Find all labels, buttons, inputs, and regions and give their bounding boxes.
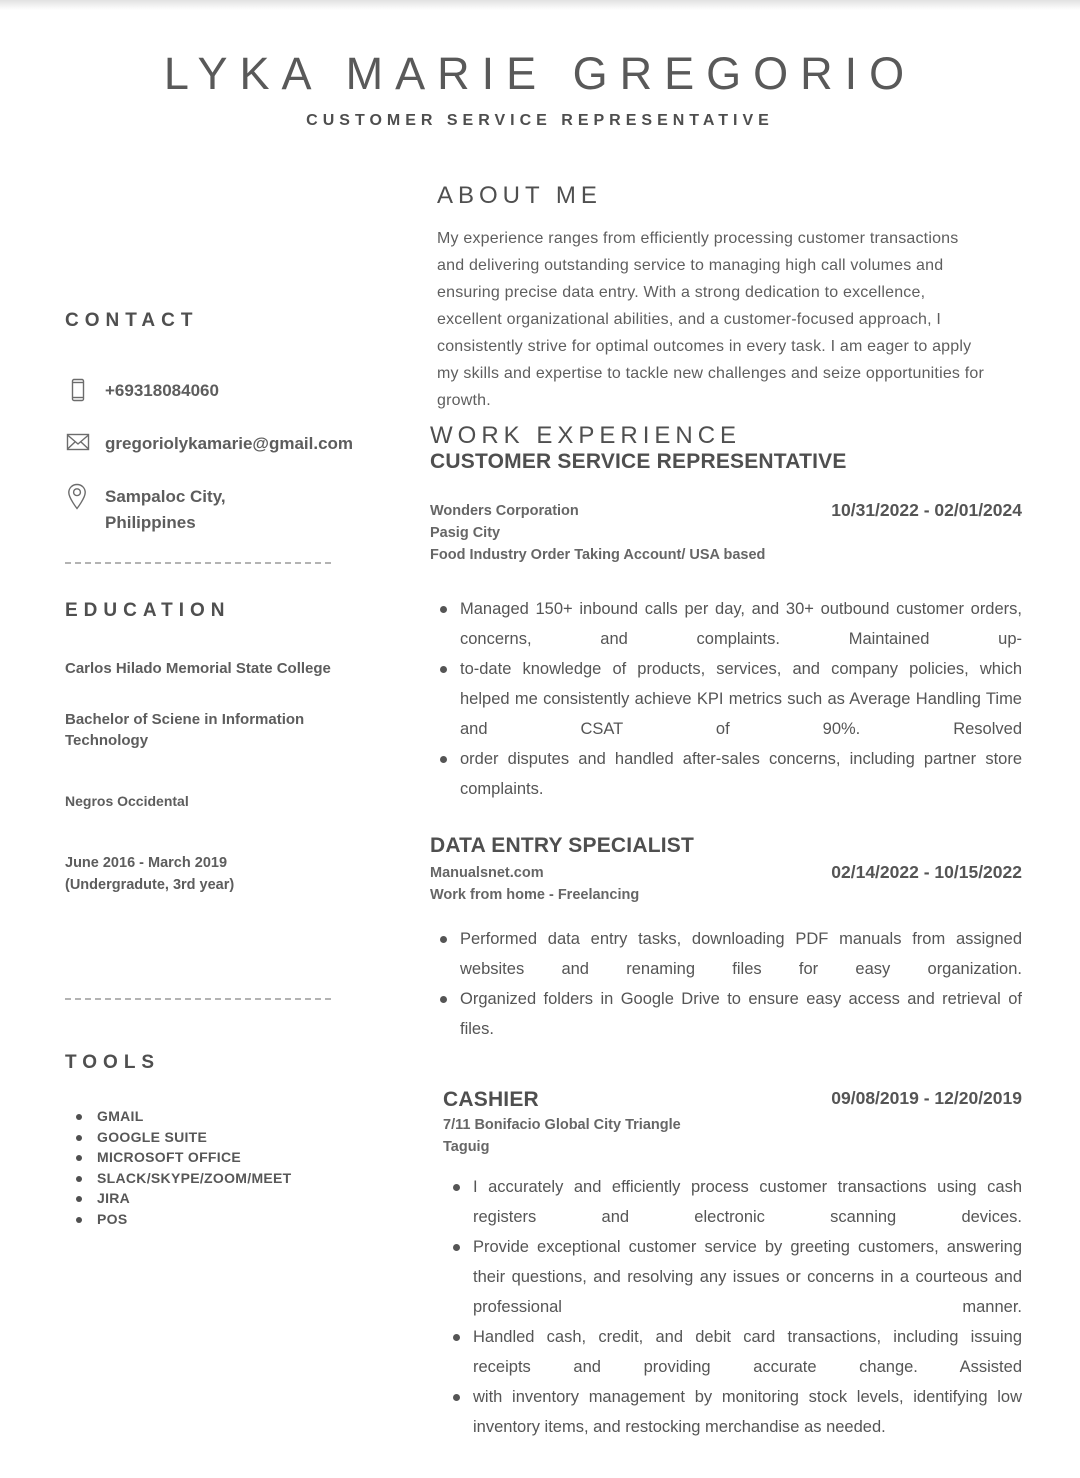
contact-location-row <box>65 484 395 536</box>
job-bullet: Managed 150+ inbound calls per day, and 30+ outbound customer orders, concerns, and complaints. Maintained up- <box>430 594 1022 654</box>
tool-item: JIRA <box>65 1188 365 1209</box>
job-bullet: Organized folders in Google Drive to ensure easy access and retrieval of files. <box>430 984 1022 1044</box>
location-pin-icon <box>65 483 91 511</box>
location-line-1: Sampaloc City, <box>105 487 226 506</box>
job-header <box>443 1088 1022 1112</box>
job-bullet: with inventory management by monitoring stock levels, identifying low inventory items, and restocking merchandise as needed. <box>443 1382 1022 1442</box>
job-company: Manualsnet.com <box>430 865 544 881</box>
job-dates: 02/14/2022 - 10/15/2022 <box>831 862 1022 882</box>
tool-item: SLACK/SKYPE/ZOOM/MEET <box>65 1168 365 1189</box>
job-company-block <box>443 1114 788 1158</box>
job-entry <box>430 834 1022 1044</box>
job-company-block <box>430 500 772 566</box>
job-entry <box>443 1088 1022 1442</box>
contact-phone-row <box>65 378 395 404</box>
email-icon <box>65 430 91 454</box>
job-location: Taguig <box>443 1139 490 1155</box>
tool-item: POS <box>65 1209 365 1230</box>
job-bullet: I accurately and efficiently process customer transactions using cash registers and electronic scanning devices. <box>443 1172 1022 1232</box>
job-detail: Food Industry Order Taking Account/ USA based <box>430 547 766 563</box>
location-text <box>105 484 226 536</box>
phone-icon <box>65 377 91 403</box>
contact-section <box>65 310 395 536</box>
tool-item: GMAIL <box>65 1106 365 1127</box>
dashed-divider <box>65 562 331 564</box>
contact-email-row <box>65 431 395 457</box>
scan-edge-shadow <box>0 0 1080 10</box>
dashed-divider <box>65 998 331 1000</box>
person-name: LYKA MARIE GREGORIO <box>163 48 917 99</box>
about-heading: ABOUT ME <box>437 182 602 209</box>
work-experience-section <box>430 422 1022 1442</box>
job-bullet: to-date knowledge of products, services, and company policies, which helped me consistently achieve KPI metrics such as Average Handling Time and CSAT of 90%. Resolved <box>430 654 1022 744</box>
job-title: CASHIER <box>443 1088 539 1111</box>
job-header <box>430 862 1022 906</box>
job-dates: 09/08/2019 - 12/20/2019 <box>831 1088 1022 1108</box>
education-date-range: June 2016 - March 2019 <box>65 855 228 871</box>
education-section <box>65 600 343 896</box>
tool-item: MICROSOFT OFFICE <box>65 1147 365 1168</box>
job-title: DATA ENTRY SPECIALIST <box>430 834 694 857</box>
job-location: Pasig City <box>430 525 501 541</box>
tool-item: GOOGLE SUITE <box>65 1127 365 1148</box>
location-line-2: Philippines <box>105 513 196 532</box>
job-location: Work from home - Freelancing <box>430 887 640 903</box>
job-bullet-list <box>430 924 1022 1044</box>
job-title: CUSTOMER SERVICE REPRESENTATIVE <box>430 450 847 473</box>
tools-heading: TOOLS <box>65 1052 161 1073</box>
job-company: 7/11 Bonifacio Global City Triangle <box>443 1117 681 1133</box>
job-bullet: order disputes and handled after-sales concerns, including partner store complaints. <box>430 744 1022 804</box>
job-bullet-list <box>443 1172 1022 1442</box>
education-note: (Undergradute, 3rd year) <box>65 877 235 893</box>
job-dates: 10/31/2022 - 02/01/2024 <box>831 500 1022 520</box>
job-header <box>430 500 1022 566</box>
education-degree: Bachelor of Sciene in Information Technology <box>65 711 305 749</box>
job-bullet: Handled cash, credit, and debit card transactions, including issuing receipts and providing accurate change. Assisted <box>443 1322 1022 1382</box>
job-bullet: Performed data entry tasks, downloading PDF manuals from assigned websites and renaming files for easy organization. <box>430 924 1022 984</box>
job-bullet: Provide exceptional customer service by greeting customers, answering their questions, and resolving any issues or concerns in a courteous and professional manner. <box>443 1232 1022 1322</box>
about-section <box>437 182 989 414</box>
education-school: Carlos Hilado Memorial State College <box>65 660 331 677</box>
tools-list <box>65 1106 365 1229</box>
education-dates <box>65 852 343 896</box>
job-company-block <box>430 862 772 906</box>
email-address: gregoriolykamarie@gmail.com <box>105 434 354 453</box>
tools-section <box>65 1052 365 1229</box>
work-experience-heading: WORK EXPERIENCE <box>430 422 742 449</box>
contact-heading: CONTACT <box>65 310 199 331</box>
job-bullet-list <box>430 594 1022 804</box>
job-entry <box>430 450 1022 804</box>
job-company: Wonders Corporation <box>430 503 579 519</box>
about-text: My experience ranges from efficiently processing customer transactions and delivering outstanding service to managing high call volumes and ensuring precise data entry. With a strong dedication to excellence, excellent organizational abilities, and a customer-focused approach, I consistently strive for optimal outcomes in every task. I am eager to apply my skills and expertise to tackle new challenges and seize opportunities for growth. <box>437 230 985 409</box>
education-heading: EDUCATION <box>65 600 231 621</box>
education-location: Negros Occidental <box>65 793 189 809</box>
phone-number: +69318084060 <box>105 381 219 400</box>
person-job-title: CUSTOMER SERVICE REPRESENTATIVE <box>306 112 774 129</box>
